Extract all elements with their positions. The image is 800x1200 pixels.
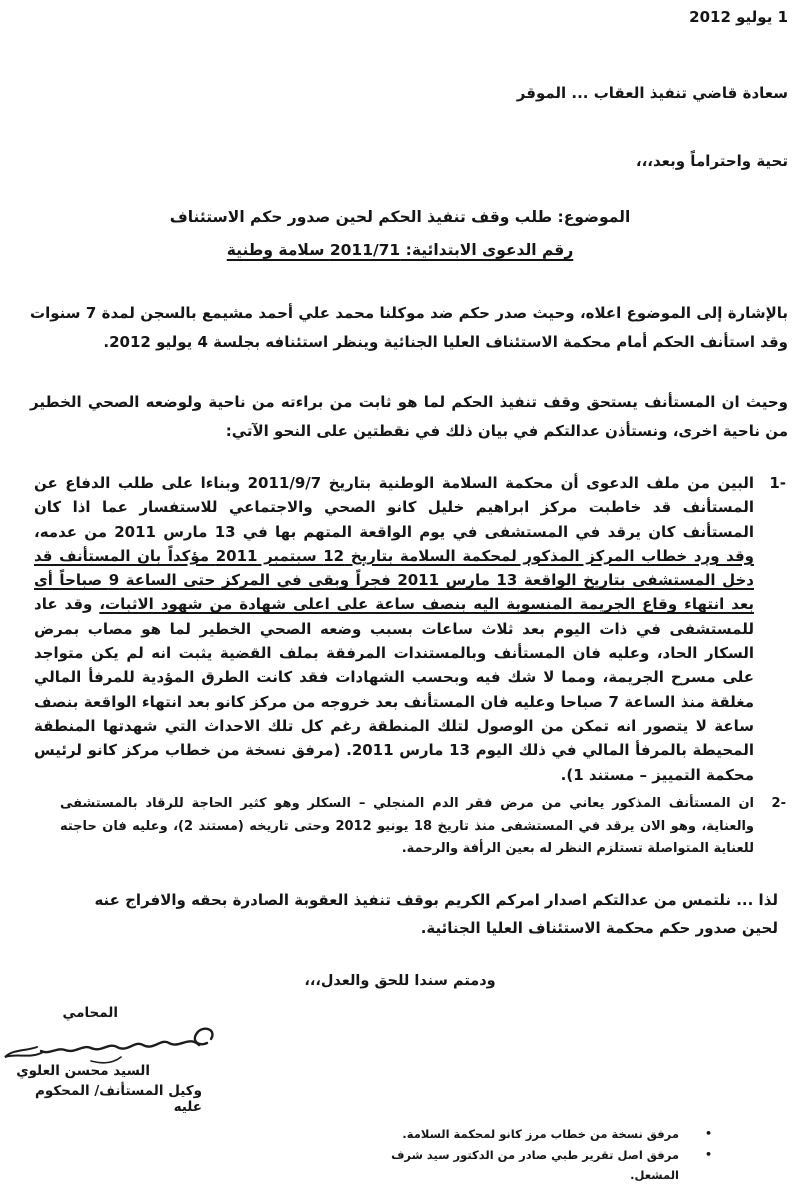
- signature-block: [6, 1005, 246, 1115]
- case-number-line: رقم الدعوى الابتدائية: 2011/71 سلامة وطنية: [226, 241, 574, 259]
- attachment-1-text: مرفق نسخة من خطاب مرز كانو لمحكمة السلامة.: [402, 1126, 679, 1141]
- bullet-icon: •: [704, 1147, 712, 1161]
- subject-line: الموضوع: طلب وقف تنفيذ الحكم لحين صدور حكم الاستئناف: [169, 208, 631, 226]
- attachment-item: [372, 1124, 712, 1145]
- attachments-list: [372, 1124, 712, 1186]
- argument-point-1: [0, 471, 800, 787]
- point-2-number: 2-: [771, 795, 786, 811]
- farewell-line: ودمتم سندا للحق والعدل،،،: [304, 972, 496, 989]
- addressee-line: سعادة قاضي تنفيذ العقاب ... الموقر: [516, 84, 788, 102]
- grounds-paragraph: وحيث ان المستأنف يستحق وقف تنفيذ الحكم لما هو ثابت من براءته من ناحية ولوضعه الصحي الخطير من ناحية اخرى، ونستأذن عدالتكم في بيان ذلك في نقطتين على النحو الآتي:: [30, 393, 788, 440]
- point-1-number: 1-: [769, 474, 786, 492]
- argument-points-list: [0, 471, 800, 861]
- point-1-text-after-underline: وقد عاد للمستشفى في ذات اليوم بعد ثلاث ساعات بسبب وضعه الصحي الخطير لما هو مصاب بمرض السكار الحاد، وعليه فان المستأنف وبالمستندات المرفقة بملف القضية يثبت انه لم يكن متواجد على مسرح الجريمة، ومما لا شك فيه وبحسب الشهادات فقد كانت الطرق المؤدية للمرفأ المالي مغلقة منذ الساعة 7 صباحا وعليه فان المستأنف بعد خروجه من مركز كانو بعد انتهاء الواقعة بنصف ساعة لا يتصور انه تمكن من الوصول لتلك المنطقة رغم كل تلك الاحداث التي شهدتها المنطقة المحيطة بالمرفأ المالي في ذلك اليوم 13 مارس 2011. (مرفق نسخة من خطاب مركز كانو لرئيس محكمة التمييز – مستند 1).: [34, 595, 754, 784]
- attachment-item: [372, 1145, 712, 1186]
- bullet-icon: •: [704, 1126, 712, 1140]
- point-1-underlined-passage: وقد ورد خطاب المركز المذكور لمحكمة السلامة بتاريخ 12 سبتمبر 2011 مؤكداً بان المستأنف قد دخل المستشفى بتاريخ الواقعة 13 مارس 2011 فجراً وبقى في المركز حتى الساعة 9 صباحاً أى بعد انتهاء وقاع الجريمة المنسوبة اليه بنصف ساعة على اعلى شهادة من شهود الاثبات،: [34, 546, 754, 614]
- point-1-text: [34, 471, 754, 787]
- letter-date: 1 يوليو 2012: [689, 8, 788, 26]
- point-2-text: ان المستأنف المذكور يعاني من مرض فقر الدم المنجلي – السكلر وهو كثير الحاجة للرقاد بالمستشفى والعناية، وهو الان يرقد في المستشفى منذ تاريخ 18 يونيو 2012 وحتى تاريخه (مستند 2)، وعليه فان حاجته للعناية المتواصلة تستلزم النظر له بعين الرأفة والرحمة.: [60, 795, 755, 857]
- lawyer-title: المحامي: [62, 1004, 118, 1021]
- argument-point-2: [0, 793, 800, 861]
- signer-name: السيد محسن العلوي: [16, 1062, 150, 1079]
- attachment-2-text: مرفق اصل تقرير طبي صادر من الدكتور سيد شرف المشعل.: [391, 1147, 679, 1183]
- request-paragraph: لذا ... نلتمس من عدالتكم اصدار امركم الكريم بوقف تنفيذ العقوبة الصادرة بحقه والافراج عنه لحين صدور حكم محكمة الاستئناف العليا الجنائية.: [94, 891, 778, 937]
- intro-paragraph: بالإشارة إلى الموضوع اعلاه، وحيث صدر حكم ضد موكلنا محمد علي أحمد مشيمع بالسجن لمدة 7 سنوات وقد استأنف الحكم أمام محكمة الاستئناف العليا الجنائية وينظر استئنافه بجلسة 4 يوليو 2012.: [30, 304, 789, 351]
- signer-role: وكيل المستأنف/ المحكوم عليه: [34, 1082, 202, 1115]
- salutation-line: تحية واحتراماً وبعد،،،: [635, 152, 788, 170]
- point-1-text-before-underline: البين من ملف الدعوى أن محكمة السلامة الوطنية بتاريخ 2011/9/7 وبناءا على طلب الدفاع عن المستأنف قد خاطبت مركز ابراهيم خليل كانو الصحي والاجتماعي للاستفسار عما اذا كان المستأنف كان يرقد في المستشفى في يوم الواقعة المتهم بها في 13 مارس 2011 من عدمه،: [34, 474, 754, 541]
